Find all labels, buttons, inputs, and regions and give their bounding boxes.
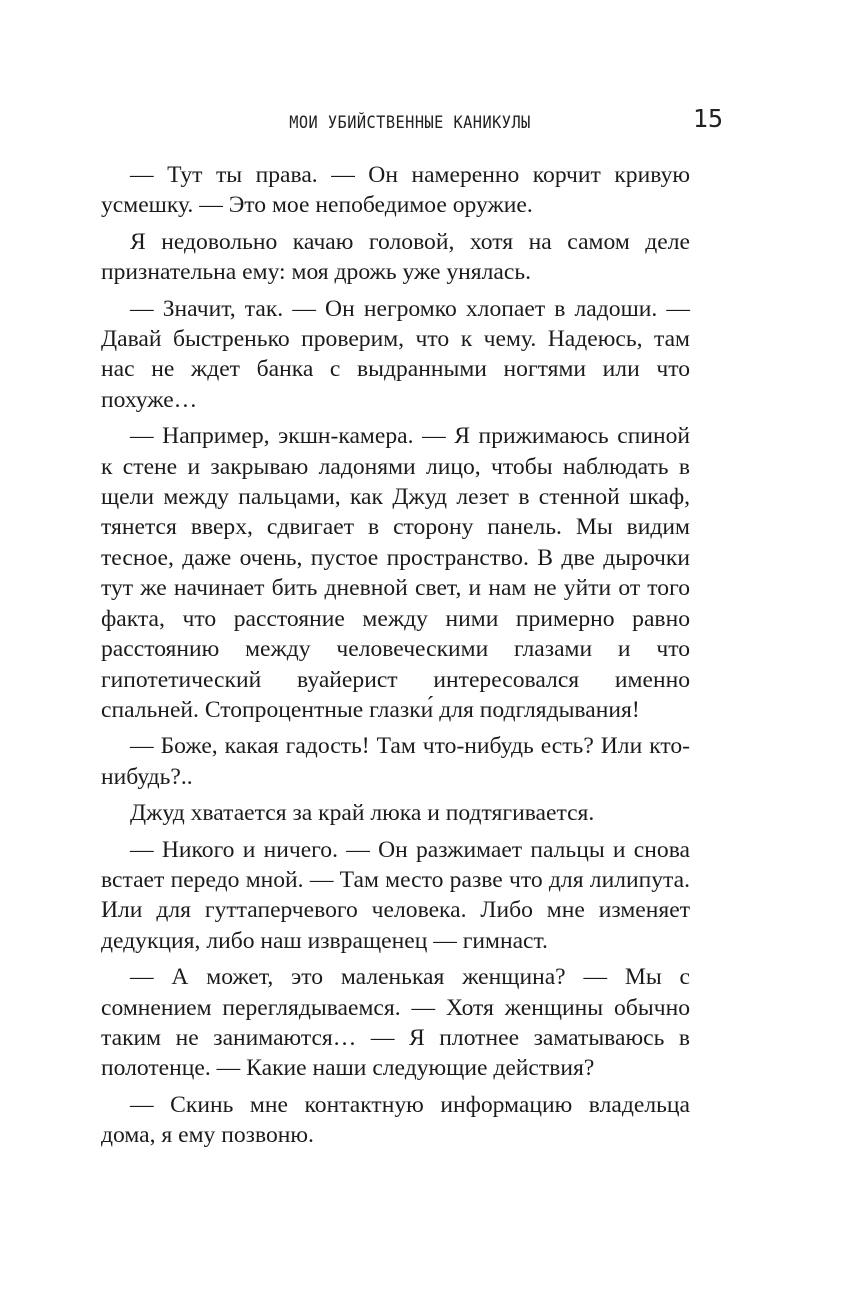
paragraph: Я недовольно качаю головой, хотя на самом деле признательна ему: моя дрожь уже унялась.: [101, 228, 690, 286]
paragraph: — Никого и ничего. — Он разжимает пальцы и снова встает передо мной. — Там место разве что для лилипута. Или для гуттаперчевого человека. Либо мне изменяет дедукция, либо наш извращенец — гимнаст.: [101, 836, 690, 954]
paragraph: Джуд хватается за край люка и подтягивается.: [130, 800, 595, 827]
running-header: [130, 104, 723, 144]
paragraph: — Тут ты права. — Он намеренно корчит кривую усмешку. — Это мое непобедимое оружие.: [101, 162, 690, 219]
paragraph: — Например, экшн-камера. — Я прижимаюсь спиной к стене и закрываю ладонями лицо, чтобы наблюдать в щели между пальцами, как Джуд лезет в стенной шкаф, тянется вверх, сдвигает в сторону панель. Мы видим тесное, даже очень, пустое пространство. В две дырочки тут же начинает бить дневной свет, и нам не уйти от того факта, что расстояние между ними примерно равно расстоянию между человеческими глазами и что гипотетический вуайерист интересовался именно спальней. Стопроцентные глазки́ для подглядывания!: [101, 423, 690, 723]
running-title: МОИ УБИЙСТВЕННЫЕ КАНИКУЛЫ: [289, 113, 531, 133]
paragraph: — Боже, какая гадость! Там что-нибудь есть? Или кто-нибудь?..: [101, 733, 690, 790]
page-number: 15: [692, 104, 723, 133]
paragraph: — Значит, так. — Он негромко хлопает в ладоши. — Давай быстренько проверим, что к чему. Надеюсь, там нас не ждет банка с выдранными ногтями или что похуже…: [101, 295, 690, 413]
paragraph: — А может, это маленькая женщина? — Мы с сомнением переглядываемся. — Хотя женщины обычно таким не занимаются… — Я плотнее заматываюсь в полотенце. — Какие наши следующие действия?: [101, 964, 690, 1082]
body-text: [101, 160, 690, 1157]
paragraph: — Скинь мне контактную информацию владельца дома, я ему позвоню.: [101, 1091, 690, 1149]
